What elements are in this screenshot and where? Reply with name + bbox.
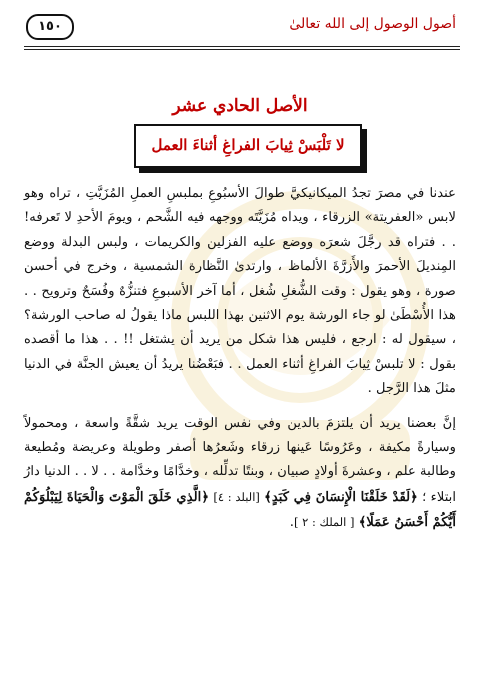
chapter-title-box — [134, 124, 362, 168]
quran-verse-2: ﴿الَّذِي خَلَقَ الْمَوْتَ وَالْحَيَاةَ لِيَبْلُوَكُمْ أَيُّكُمْ أَحْسَنُ عَمَلًا﴾ — [24, 489, 456, 531]
paragraph-1: عندنا في مصرَ تجدُ الميكانيكيَّ طوالَ الأسبُوعِ بملبسِ العملِ المُزَيَّتِ ، تراه وهو لابس «العفريتة» الزرقاء ، ويداه مُزَيَّتَه ووجهه فيه الشَّحم ، ويومَ الأحدِ لا تَعرفه! . . فتراه قد رجَّلَ شعرَه ووضع عليه الفزلين والكريمات ، ولبس البدلة ووضع المِنديلَ الأحمرَ والأَزرَّةَ الألماظ ، وارتدىٰ النَّظارة الشمسية ، وخرج في أحسن صورة ، وهو يقول : وقت الشُّغلِ شُغل ، أما آخر الأسبوعِ فتنزُّهٌ وفُسَحٌ وترويح . . هذا الأُسْطَىٰ لو جاء الورشة يوم الاثنين بهذا اللبس ماذا يقولُ له صاحب الورشة؟ ، سيقول له : ارجع ، فليس هذا شكل من يريد أن يشتغل !! . . هذا ما أقصده بقول : لا تلبسْ ثِيابَ الفراغِ أثناء العمل . . فبَعْضُنا يريدُ أن يعيش الجنَّة في الدنيا مثلَ هذا الرَّجل . — [24, 186, 456, 397]
paragraph-2: إنَّ بعضنا يريد أن يلتزمَ بالدين وفي نفس الوقت يريد شقَّةً واسعة ، ومحمولاً وسيارةً مكيفة ، وعَرُوسًا عَينها زرقاء وشَعرُها أصفر وطويلة وعريضة ومُطيعة وطالبة علم ، وعشرةَ أولادٍ صبيان ، وبنتًا تدلِّله ، وخدَّامًا وخدَّامة . . لا . . الدنيا دارُ ابتلاء ؛ ﴿لَقَدْ خَلَقْنَا الْإِنسَانَ فِي كَبَدٍ﴾ [البلد : ٤] ﴿الَّذِي خَلَقَ الْمَوْتَ وَالْحَيَاةَ لِيَبْلُوَكُمْ أَيُّكُمْ أَحْسَنُ عَمَلًا﴾ [ الملك : ٢ ]. — [24, 415, 457, 531]
running-title: أصول الوصول إلى الله تعالىٰ — [289, 16, 456, 32]
header-divider-thin — [24, 49, 460, 50]
body-text — [24, 182, 456, 536]
verse-reference-1: [البلد : ٤] — [213, 489, 260, 504]
verse-reference-2: [ الملك : ٢ ] — [293, 515, 355, 530]
header-divider — [24, 46, 460, 47]
chapter-heading: الأصل الحادي عشر — [172, 96, 308, 116]
chapter-title: لا تَلْبَسْ ثِيابَ الفراغِ أثناءَ العمل — [151, 136, 345, 154]
paragraph-2-text: إنَّ بعضنا يريد أن يلتزمَ بالدين وفي نفس الوقت يريد شقَّةً واسعة ، ومحمولاً وسيارةً مكيفة ، وعَرُوسًا عَينها زرقاء وشَعرُها أصفر وطويلة وعريضة ومُطيعة وطالبة علم ، وعشرةَ أولادٍ صبيان ، وبنتًا تدلِّله ، وخدَّامًا وخدَّامة . . لا . . الدنيا دارُ ابتلاء ؛ — [24, 415, 457, 505]
page-header — [24, 14, 460, 44]
page-number: ١٥٠ — [26, 14, 74, 40]
quran-verse-1: ﴿لَقَدْ خَلَقْنَا الْإِنسَانَ فِي كَبَدٍ﴾ — [264, 489, 418, 505]
